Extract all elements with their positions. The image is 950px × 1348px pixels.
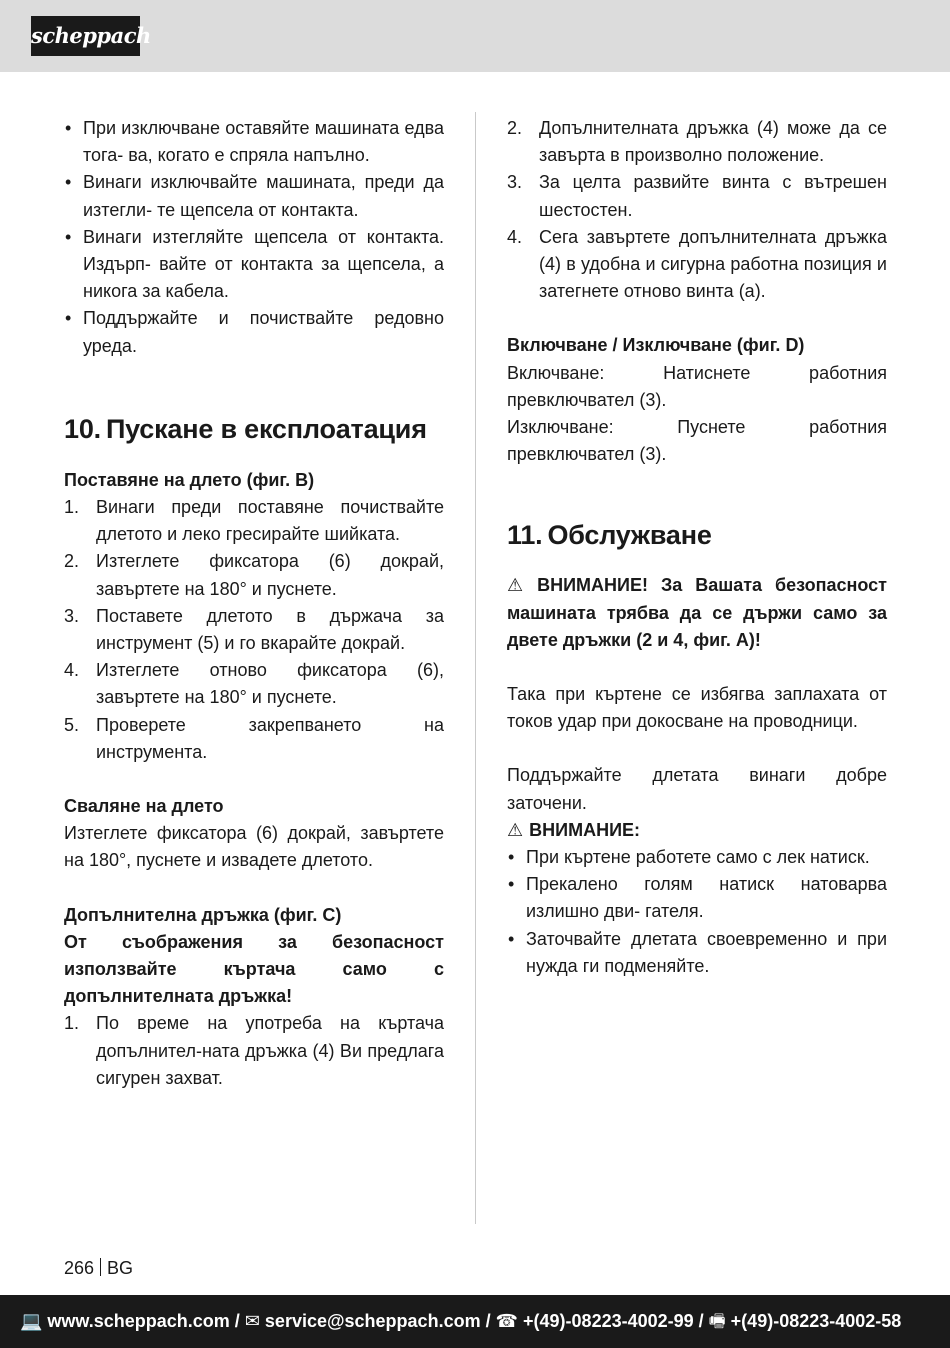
page-separator xyxy=(100,1258,101,1276)
list-item: • При къртене работете само с лек натиск. xyxy=(507,844,887,871)
phone-icon: ☎ xyxy=(495,1311,519,1331)
remove-chisel-text: Изтеглете фиксатора (6) докрай, завъртете на 180°, пуснете и извадете длетото. xyxy=(64,823,444,871)
computer-icon: 💻 xyxy=(20,1311,43,1331)
step-text: Винаги преди поставяне почиствайте длетото и леко гресирайте шийката. xyxy=(96,497,444,545)
list-item: • Прекалено голям натиск натоварва излишно дви- гателя. xyxy=(507,871,887,925)
handle-steps-list xyxy=(64,1010,444,1092)
attention-heading xyxy=(507,817,887,844)
insert-chisel-heading: Поставяне на длето (фиг. B) xyxy=(64,469,315,490)
step-number: 3. xyxy=(64,605,80,626)
fax-icon: 🖷 xyxy=(708,1311,726,1331)
scheppach-logo: scheppach xyxy=(31,16,140,56)
step-text: Сега завъртете допълнителната дръжка (4) в удобна и сигурна работна позиция и затегнете отново винта (а). xyxy=(539,226,887,302)
remove-chisel-heading: Сваляне на длето xyxy=(64,796,224,817)
handle-steps-list-continued xyxy=(507,115,887,305)
warning-text: ВНИМАНИЕ! За Вашата безопасност машината трябва да се държи само за двете дръжки (2 и 4, фиг. A)! xyxy=(507,575,887,650)
switch-heading: Включване / Изключване (фиг. D) xyxy=(507,335,805,356)
step-text: Допълнителната дръжка (4) може да се завърта в произволно положение. xyxy=(539,118,887,166)
list-item xyxy=(64,1010,444,1092)
page-number-label xyxy=(64,1256,133,1280)
list-item: • Винаги изключвайте машината, преди да изтегли- те щепсела от контакта. xyxy=(64,169,444,223)
step-number: 4. xyxy=(64,660,80,681)
list-item: • Заточвайте длетата своевременно и при нужда ги подменяйте. xyxy=(507,926,887,980)
section-number: 10. xyxy=(64,413,101,444)
list-item xyxy=(64,548,444,602)
column-divider xyxy=(475,112,476,1224)
step-number: 3. xyxy=(507,172,523,193)
page-number: 266 xyxy=(64,1258,95,1278)
sharpen-text: Поддържайте длетата винаги добре заточени. xyxy=(507,765,887,813)
step-text: За целта развийте винта с вътрешен шестостен. xyxy=(539,172,887,220)
section-title-text: Пускане в експлоатация xyxy=(105,413,427,444)
shock-hazard-text: Така при къртене се избягва заплахата от токов удар при докосване на проводници. xyxy=(507,684,887,732)
extra-handle-safety-note: От съображения за безопасност използвайте къртача само с допълнителната дръжка! xyxy=(64,931,444,1007)
step-number: 4. xyxy=(507,226,523,247)
switch-off-text: Изключване: Пуснете работния превключвател (3). xyxy=(507,417,887,465)
email-link[interactable]: service@scheppach.com / xyxy=(264,1311,491,1331)
safety-warning xyxy=(507,572,887,654)
warning-icon: ⚠ xyxy=(507,575,532,596)
left-column xyxy=(64,115,444,1092)
step-number: 1. xyxy=(64,497,80,518)
section-number: 11. xyxy=(507,520,543,551)
step-number: 5. xyxy=(64,714,80,735)
step-number: 1. xyxy=(64,1013,80,1034)
insert-steps-list xyxy=(64,494,444,766)
contact-footer xyxy=(0,1295,950,1348)
attention-label: ВНИМАНИЕ: xyxy=(529,819,641,840)
step-text: По време на употреба на къртача допълнител-ната дръжка (4) Ви предлага сигурен захват. xyxy=(96,1013,444,1088)
step-text: Поставете длетото в държача за инструмент (5) и го вкарайте докрай. xyxy=(96,605,444,654)
list-item xyxy=(64,657,444,711)
step-number: 2. xyxy=(64,551,80,572)
list-item xyxy=(507,224,887,306)
email-icon: ✉ xyxy=(244,1311,260,1331)
section-10-title xyxy=(64,412,444,446)
extra-handle-heading: Допълнителна дръжка (фиг. C) xyxy=(64,904,342,925)
fax-number: +(49)-08223-4002-58 xyxy=(730,1311,902,1331)
phone-number: +(49)-08223-4002-99 / xyxy=(523,1311,704,1331)
list-item xyxy=(64,494,444,548)
step-text: Изтеглете отново фиксатора (6), завъртете на 180° и пуснете. xyxy=(96,660,444,708)
website-link[interactable]: www.scheppach.com / xyxy=(47,1311,240,1331)
list-item xyxy=(507,115,887,169)
step-text: Изтеглете фиксатора (6) докрай, завъртете на 180° и пуснете. xyxy=(96,551,444,599)
list-item: • Винаги изтегляйте щепсела от контакта. Издърп- вайте от контакта за щепсела, а никога за кабела. xyxy=(64,224,444,306)
safety-bullet-list xyxy=(64,115,444,360)
list-item xyxy=(64,603,444,657)
step-number: 2. xyxy=(507,118,523,138)
step-text: Проверете закрепването на инструмента. xyxy=(96,714,444,762)
section-11-title xyxy=(507,518,887,552)
warning-icon: ⚠ xyxy=(507,819,524,840)
list-item: • При изключване оставяйте машината едва тога- ва, когато е спряла напълно. xyxy=(64,115,444,169)
maintenance-bullet-list xyxy=(507,844,887,980)
page-header xyxy=(0,0,950,72)
right-column xyxy=(507,115,887,980)
section-title-text: Обслужване xyxy=(547,520,712,551)
list-item xyxy=(64,712,444,766)
list-item xyxy=(507,169,887,223)
language-code: BG xyxy=(107,1258,134,1278)
list-item: • Поддържайте и почиствайте редовно уреда. xyxy=(64,305,444,359)
switch-on-text: Включване: Натиснете работния превключвател (3). xyxy=(507,362,887,410)
